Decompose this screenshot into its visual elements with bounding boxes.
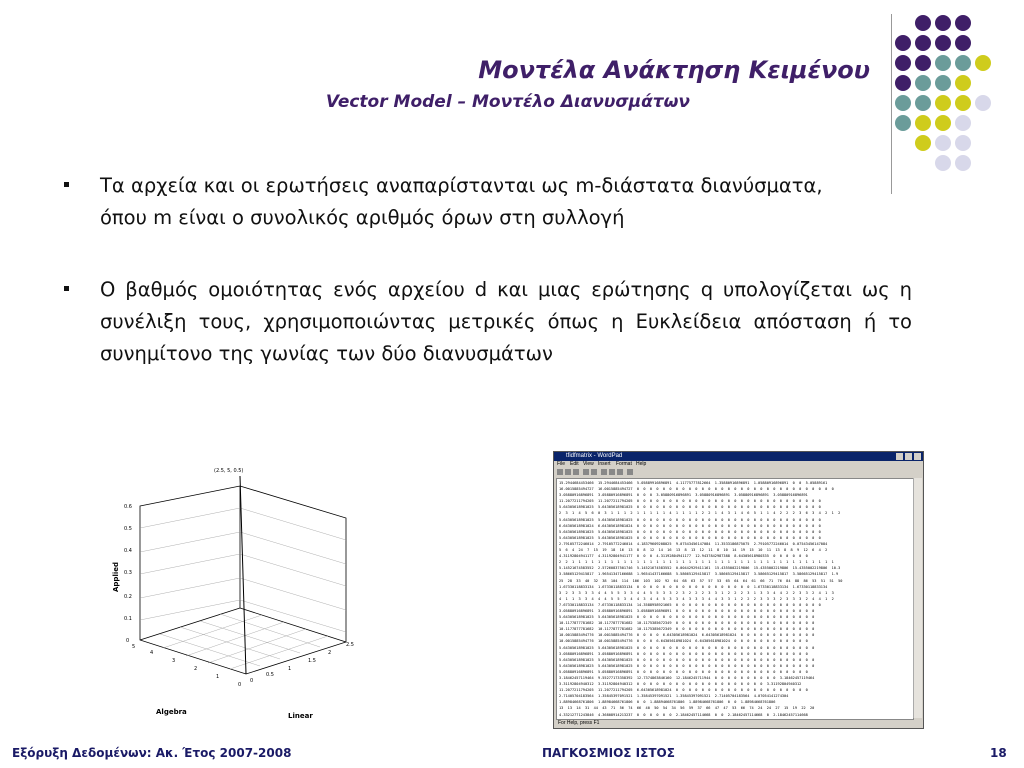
- menu-format[interactable]: Format: [616, 461, 632, 467]
- toolbar-icon[interactable]: [583, 469, 589, 475]
- x-tick: 2: [194, 666, 198, 672]
- decor-dot: [955, 95, 971, 111]
- z-tick: 0.4: [124, 548, 132, 554]
- y-tick: 2: [328, 650, 332, 656]
- z-tick: 0.1: [124, 616, 132, 622]
- decor-dot: [915, 95, 931, 111]
- status-text: For Help, press F1: [558, 720, 600, 726]
- decor-dot: [935, 75, 951, 91]
- wordpad-toolbar: [554, 468, 923, 477]
- z-tick: 0.6: [124, 504, 132, 510]
- z-tick: 0.2: [124, 594, 132, 600]
- wordpad-statusbar: [554, 719, 923, 728]
- decor-dot: [915, 115, 931, 131]
- decor-dot: [975, 55, 991, 71]
- decor-dot: [895, 55, 911, 71]
- toolbar-icon[interactable]: [609, 469, 615, 475]
- vector-3d-plot: [110, 460, 360, 730]
- decor-dot: [935, 115, 951, 131]
- decor-dot: [935, 155, 951, 171]
- z-tick: 0.3: [124, 570, 132, 576]
- decor-dot: [915, 15, 931, 31]
- vertical-divider: [891, 14, 892, 194]
- wordpad-window: [553, 451, 924, 729]
- bullet-1-line-1: Τα αρχεία και οι ερωτήσεις αναπαρίστανται ως m-διάστατα διανύσματα,: [100, 174, 823, 197]
- decor-dot: [955, 35, 971, 51]
- decor-dot: [915, 135, 931, 151]
- decor-dot: [915, 55, 931, 71]
- y-tick: 1: [288, 666, 292, 672]
- decor-dot: [955, 155, 971, 171]
- toolbar-icon[interactable]: [565, 469, 571, 475]
- toolbar-icon[interactable]: [591, 469, 597, 475]
- decor-dot: [935, 135, 951, 151]
- plot-box-edge: [240, 608, 346, 642]
- y-axis-label: Linear: [288, 712, 313, 720]
- slide-subtitle: Vector Model – Μοντέλο Διανυσμάτων: [325, 92, 690, 112]
- bullet-1-line-2: όπου m είναι ο συνολικός αριθμός όρων στη συλλογή: [100, 206, 625, 229]
- x-tick: 1: [216, 674, 220, 680]
- bullet-marker: [64, 182, 69, 187]
- menu-help[interactable]: Help: [636, 461, 647, 467]
- footer-topic: ΠΑΓΚΟΣΜΙΟΣ ΙΣΤΟΣ: [542, 746, 675, 760]
- toolbar-icon[interactable]: [573, 469, 579, 475]
- vector-point-label: (2.5, 5, 0.5): [214, 468, 244, 474]
- wordpad-title: tfidfmatrix - WordPad: [566, 453, 623, 459]
- menu-view[interactable]: View: [583, 461, 594, 467]
- decor-dot: [935, 55, 951, 71]
- x-tick: 5: [132, 644, 136, 650]
- x-tick: 3: [172, 658, 176, 664]
- footer-course: Εξόρυξη Δεδομένων: Ακ. Έτος 2007-2008: [12, 746, 292, 760]
- slide-title: Μοντέλα Ανάκτηση Κειμένου: [478, 56, 870, 84]
- menu-insert[interactable]: Insert: [598, 461, 611, 467]
- decor-dot: [955, 75, 971, 91]
- decor-dot: [955, 15, 971, 31]
- minimize-button[interactable]: [896, 453, 903, 460]
- y-tick: 2.5: [346, 642, 354, 648]
- wordpad-menubar: [554, 461, 923, 468]
- decor-dot: [895, 95, 911, 111]
- menu-file[interactable]: File: [557, 461, 566, 467]
- x-tick: 4: [150, 650, 154, 656]
- tfidf-matrix-text: 15.2944684453466 15.2944684453466 5.05889916896891 4.11775777812664 1.35880916896891 1.05880916896891 0 0 5.05889161 16.0015885494727 16.0015885494727 0 0 0 0 0 0 0 0 0 0 0 0 0 0 0 0 0 0 0 0 0 0 0 0 0 0 0 0 0 0 0 3.05880916896891 3.05880916896891 0 0 0 3.05880916896891 3.05880916896891 3.05880916896891 3.05880916896891 11.2077211794205 11.2077211794205 0 0 0 0 0 0 0 0 0 0 0 0 0 0 0 0 0 0 0 0 0 0 0 0 0 0 0 0 0 5.64305618981025 5.64305618981025 0 0 0 0 0 0 0 0 0 0 0 0 0 0 0 0 0 0 0 0 0 0 0 0 0 0 0 0 0 2 3 1 4 5 6 0 3 1 1 1 2 1 1 1 1 1 4 1 1 1 1 2 2 1 4 3 1 4 6 5 1 1 4 2 2 2 3 6 3 4 2 1 2 5.64305618981025 5.64305618981025 0 0 0 0 0 0 0 0 0 0 0 0 0 0 0 0 0 0 0 0 0 0 0 0 0 0 0 0 0 6.64305618981024 6.64305618981024 0 0 0 0 0 0 0 0 0 0 0 0 0 0 0 0 0 0 0 0 0 0 0 0 0 0 0 0 0 5.64305618981025 5.64305618981025 0 0 0 0 0 0 0 0 0 0 0 0 0 0 0 0 0 0 0 0 0 0 0 0 0 0 0 0 0 5.64305618981025 5.64305618981025 0 0 0 0 0 0 0 0 0 0 0 0 0 0 0 0 0 0 0 0 0 0 0 0 0 0 0 0 0 2.79105772246014 2.79105772246014 4.18379609208025 9.07543456147084 11.3533186875075 2.79105772246014 0.07543456147084 5 6 4 24 7 15 19 18 16 13 8 8 12 14 16 13 8 13 12 11 8 10 14 19 15 10 11 13 8 8 9 12 6 4 2 4.31192804941177 4.31192804941177 0 0 0 4.31192804941177 12.9437842987388 8.64305618980335 0 0 0 0 0 0 2 2 1 1 1 1 1 1 1 1 1 1 1 1 1 1 1 1 1 1 1 1 1 1 1 1 1 1 1 1 1 1 1 1 1 1 1 1 1 1 1 1 1 5.14521674583552 2.57260837501746 5.14521674583552 0.00442929411161 15.4355002219806 15.4355002219806 15.4355002219806 10.3 3.58665129415817 1.96541347166688 1.96541437166688 5.58665129415817 3.58665129415817 3.58665129415817 3.58665129415817 1.9 25 28 33 40 32 38 104 114 106 103 102 92 64 68 63 57 57 53 65 64 64 61 66 71 76 84 88 86 53 51 51 50 1.67330118833134 1.67330118833134 0 0 0 0 0 0 0 0 0 0 0 0 0 0 0 0 0 0 1.67330118833134 1.67330118833134 3 2 3 3 3 3 4 4 5 5 3 3 4 4 5 5 3 3 2 3 2 2 2 3 3 1 2 2 2 3 1 3 3 4 4 2 2 3 3 2 4 1 3 4 1 1 3 3 4 4 4 5 5 3 4 4 3 4 4 5 3 3 4 3 3 3 4 4 3 3 1 2 2 2 3 3 3 2 3 3 3 2 4 4 1 2 7.67330118833134 7.67330118833134 14.3588958921665 0 0 0 0 0 0 0 0 0 0 0 0 0 0 0 0 0 0 0 0 0 0 0 3.05880916896891 3.05880916896891 3.05880916896891 0 0 0 0 0 0 0 0 0 0 0 0 0 0 0 0 0 0 0 0 0 0 5.64305618981025 5.64305618981025 0 0 0 0 0 0 0 0 0 0 0 0 0 0 0 0 0 0 0 0 0 0 0 0 0 0 0 0 10.1177877781682 10.1177877781682 10.1175385672349 0 0 0 0 0 0 0 0 0 0 0 0 0 0 0 0 0 0 0 0 0 0 10.1177877781682 10.1177877781682 10.1175385672349 0 0 0 0 0 0 0 0 0 0 0 0 0 0 0 0 0 0 0 0 0 0 10.0015885494776 10.0015885494776 0 0 0 0 6.64305618981024 6.64305618981024 0 0 0 0 0 0 0 0 0 0 0 0 10.0015885494776 10.0015885494776 0 0 0 6.64305618981024 6.64305618981024 0 0 0 0 0 0 0 0 0 0 0 0 5.64305618981025 5.64305618981025 0 0 0 0 0 0 0 0 0 0 0 0 0 0 0 0 0 0 0 0 0 0 0 0 0 0 0 0 3.05880916896891 3.05880916896891 0 0 0 0 0 0 0 0 0 0 0 0 0 0 0 0 0 0 0 0 0 0 0 0 0 0 0 5.64305618981025 5.64305618981025 0 0 0 0 0 0 0 0 0 0 0 0 0 0 0 0 0 0 0 0 0 0 0 0 0 0 0 0 5.64305618981025 5.64305618981025 0 0 0 0 0 0 0 0 0 0 0 0 0 0 0 0 0 0 0 0 0 0 0 0 0 0 0 0 5.05880916896891 5.05880916896891 0 0 0 0 0 0 0 0 0 0 0 0 0 0 0 0 0 0 0 0 0 0 0 0 0 0 0 3.18462457119464 9.55277173358392 12.7374863846160 12.1846245711944 0 0 0 0 0 0 0 0 0 0 3.18462457119464 3.31192804940312 3.31192804940312 0 0 0 0 0 0 0 0 0 0 0 0 0 0 0 0 0 0 0 0 3.31192804940312 11.2077211794205 11.2077211794205 6.64305618981024 0 0 0 0 0 0 0 0 0 0 0 0 0 0 0 0 0 0 0 0 0 2.71405704183564 1.35845397091521 1.35845397091521 1.35845397091521 2.71405704183564 4.07054141274304 1.88984668761806 1.88984668761806 0 0 1.88894668761806 1.88984668761806 0 0 1.88984668761806 13 13 14 31 44 43 71 56 74 66 40 50 54 34 56 59 37 66 47 47 53 66 74 24 24 27 15 19 22 20 4.33212771243846 4.36808914213237 0 0 0 0 0 0 2.18462457114668 0 0 2.18462457114668 0 2.18462457114668: [559, 481, 843, 717]
- vector-line: [240, 476, 246, 674]
- bullet-2: Ο βαθμός ομοιότητας ενός αρχείου d και μιας ερώτησης q υπολογίζεται ως η συνέλιξη τους, χρησιμοποιώντας μετρικές όπως η Ευκλείδεια απόσταση ή το συνημίτονο της γωνίας των δύο διανυσμάτων: [100, 278, 912, 365]
- toolbar-icon[interactable]: [557, 469, 563, 475]
- bullet-marker: [64, 286, 69, 291]
- decor-dot: [915, 75, 931, 91]
- decor-dot: [895, 115, 911, 131]
- decor-dot: [895, 35, 911, 51]
- plot-box-edge: [140, 608, 240, 640]
- toolbar-icon[interactable]: [627, 469, 633, 475]
- decor-dot: [935, 95, 951, 111]
- decor-dot: [895, 75, 911, 91]
- toolbar-icon[interactable]: [601, 469, 607, 475]
- z-tick: 0: [126, 638, 130, 644]
- decor-dot: [955, 115, 971, 131]
- z-axis-label: Applied: [112, 562, 120, 592]
- decor-dot: [955, 55, 971, 71]
- decor-dot: [935, 15, 951, 31]
- z-tick: 0.5: [124, 526, 132, 532]
- decor-dot: [915, 35, 931, 51]
- toolbar-icon[interactable]: [617, 469, 623, 475]
- x-axis-label: Algebra: [156, 708, 187, 716]
- bullet-1: [100, 170, 912, 234]
- y-tick: 0.5: [266, 672, 274, 678]
- maximize-button[interactable]: [905, 453, 912, 460]
- wordpad-titlebar: [554, 452, 923, 461]
- vertical-scrollbar[interactable]: [913, 478, 922, 718]
- page-number: 18: [990, 746, 1007, 760]
- close-button[interactable]: [914, 453, 921, 460]
- decor-dot: [935, 35, 951, 51]
- y-tick: 0: [250, 678, 254, 684]
- menu-edit[interactable]: Edit: [570, 461, 579, 467]
- y-tick: 1.5: [308, 658, 316, 664]
- x-tick: 0: [238, 682, 242, 688]
- decor-dot: [975, 95, 991, 111]
- decor-dot: [955, 135, 971, 151]
- wordpad-document[interactable]: [556, 478, 914, 720]
